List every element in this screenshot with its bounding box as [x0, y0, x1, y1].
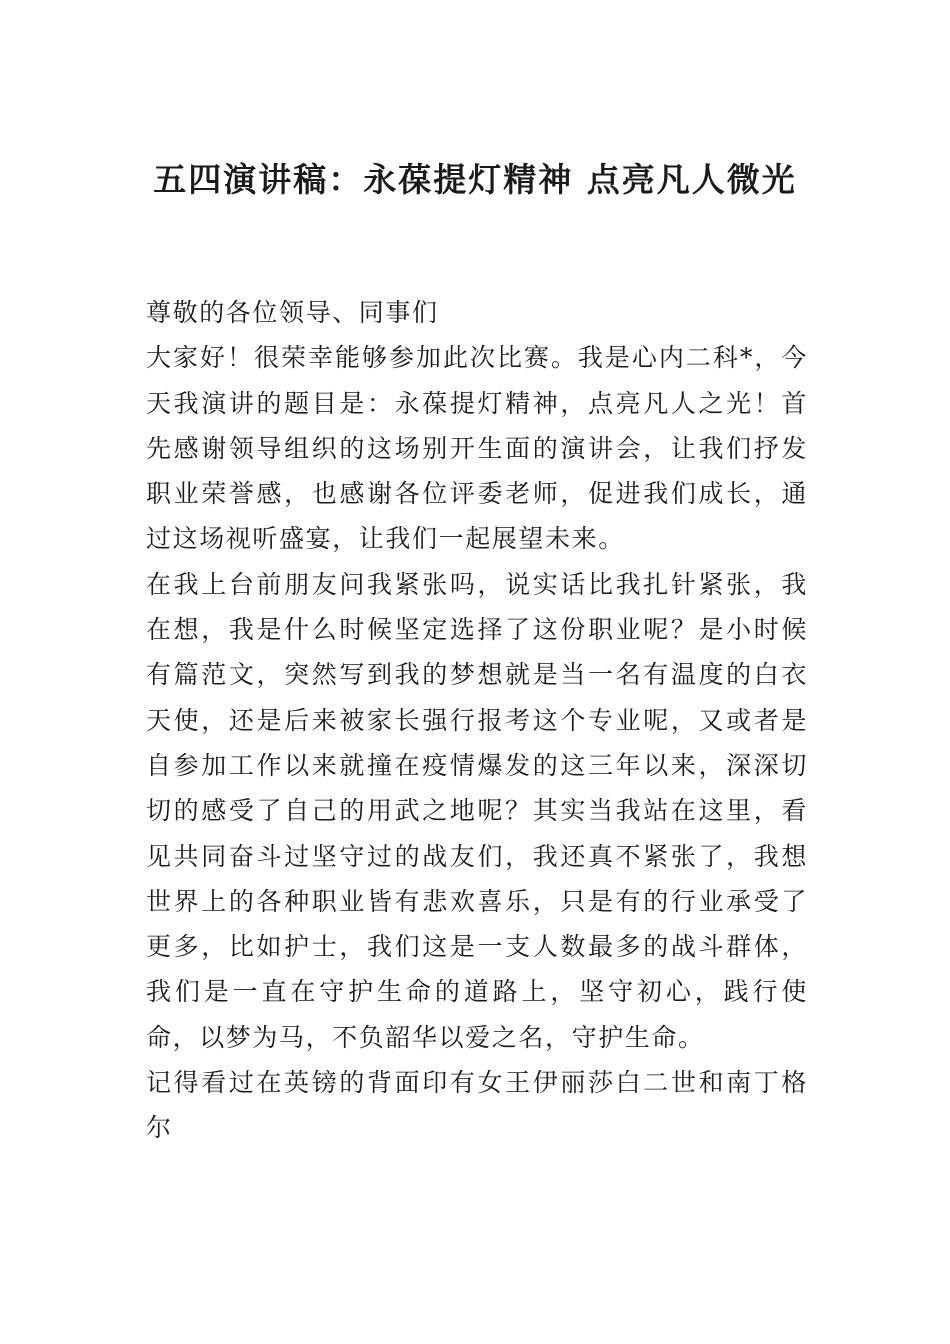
document-body — [146, 290, 808, 1151]
paragraph-continued: 记得看过在英镑的背面印有女王伊丽莎白二世和南丁格尔 — [146, 1068, 808, 1143]
paragraph-salutation: 尊敬的各位领导、同事们 — [146, 298, 439, 327]
paragraph-main: 在我上台前朋友问我紧张吗，说实话比我扎针紧张，我在想，我是什么时候坚定选择了这份职业呢？是小时候有篇范文，突然写到我的梦想就是当一名有温度的白衣天使，还是后来被家长强行报考这个专业呢，又或者是自参加工作以来就撞在疫情爆发的这三年以来，深深切切的感受了自己的用武之地呢？其实当我站在这里，看见共同奋斗过坚守过的战友们，我还真不紧张了，我想世界上的各种职业皆有悲欢喜乐，只是有的行业承受了更多，比如护士，我们这是一支人数最多的战斗群体，我们是一直在守护生命的道路上，坚守初心，践行使命，以梦为马，不负韶华以爱之名，守护生命。 — [146, 569, 808, 1052]
paragraph-greeting: 大家好！很荣幸能够参加此次比赛。我是心内二科*，今天我演讲的题目是：永葆提灯精神，点亮凡人之光！首先感谢领导组织的这场别开生面的演讲会，让我们抒发职业荣誉感，也感谢各位评委老师，促进我们成长，通过这场视听盛宴，让我们一起展望未来。 — [146, 343, 808, 554]
document-title: 五四演讲稿：永葆提灯精神 点亮凡人微光 — [153, 160, 797, 199]
